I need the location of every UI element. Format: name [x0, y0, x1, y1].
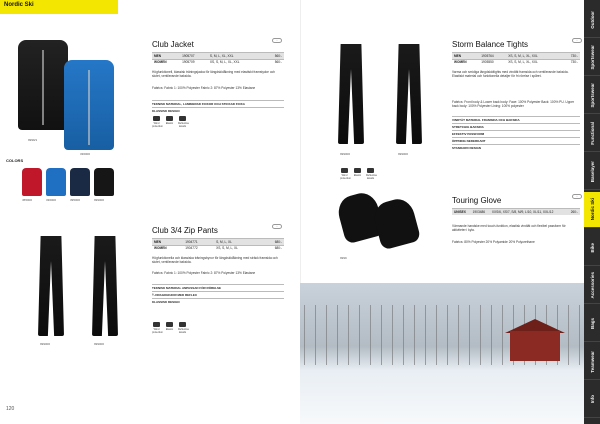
swatch-code: 455000 — [22, 198, 33, 202]
reflective-icon: Reflective details — [178, 116, 187, 128]
product-code: 9999 — [340, 256, 347, 260]
swatch-code: 999000 — [94, 198, 105, 202]
product-fabric: Fabrics: 80% Polyester 20% Polyamide 20% Polyurethane — [452, 240, 535, 244]
feature-icons — [152, 116, 187, 128]
product-description: Högfunktionella och klassiska träningsbyxor för längdskidåkning med sträck framsida och slutet, ventilerande baksida. — [152, 256, 278, 265]
club-jacket-black-photo — [18, 40, 68, 130]
product-code: 336000 — [80, 152, 91, 156]
side-tab-bike[interactable]: Bike — [584, 230, 600, 266]
section-header-label: Nordic Ski — [4, 2, 34, 8]
page-number: 120 — [6, 406, 15, 412]
side-tab-bar — [584, 0, 600, 424]
wind-protection-icon: Wind protection — [340, 168, 349, 180]
side-tab-sportswear-2[interactable]: Sportswear — [584, 78, 600, 114]
club-pants-photo — [38, 236, 64, 336]
reflective-icon: Reflective details — [366, 168, 375, 180]
feature-icons — [152, 322, 187, 334]
color-swatch-red[interactable] — [22, 168, 42, 196]
side-tab-info[interactable]: Info — [584, 382, 600, 418]
product-description: Varma och smidiga längdskidtights med vindtät framsida och ventilerande baksida. Elastiskt material och funktionella detaljer för fri rörelse i spåret. — [452, 70, 569, 79]
product-title: Storm Balance Tights — [452, 40, 529, 49]
section-header — [0, 0, 118, 14]
spec-table: UNISEX 1903486 XXS/6, XS/7, S/8, M/9, L/10, XL/11, XXL/12 260:- — [454, 209, 578, 214]
feature-tags: TEKNISK MATERIAL ANPASSAD FÖR RÖRELSE ¾ DRAGKEDJOR MED REFLEX KLASSISK DESIGN — [152, 284, 284, 305]
product-code: 999000 — [40, 342, 51, 346]
product-code: 999000 — [94, 342, 105, 346]
color-swatch-blue[interactable] — [46, 168, 66, 196]
club-jacket-blue-photo — [64, 60, 114, 150]
swatch-code: 336000 — [46, 198, 57, 202]
side-tab-outdoor[interactable]: Outdoor — [584, 2, 600, 38]
product-title: Touring Glove — [452, 196, 502, 205]
feature-icons — [340, 168, 375, 180]
side-tab-nordic-ski[interactable]: Nordic Ski — [584, 192, 600, 228]
storm-tights-photo — [338, 44, 364, 144]
product-code: 9999/1 — [28, 138, 38, 142]
feature-tags: TEKNISK MATERIAL, LAMINERAD FICKOR OCH STICKAD FICKA KLASSISK DESIGN — [152, 100, 284, 114]
storm-tights-photo — [396, 44, 422, 144]
side-tab-sportswear[interactable]: Sportswear — [584, 40, 600, 76]
elastic-icon: Elastic — [353, 168, 362, 180]
product-title: Club Jacket — [152, 40, 194, 49]
touring-glove-photo — [371, 196, 422, 251]
wind-protection-icon: Wind protection — [152, 322, 161, 334]
nordic-ski-landscape-photo — [300, 283, 584, 424]
product-badge: ○ — [572, 194, 582, 199]
wind-protection-icon: Wind protection — [152, 116, 161, 128]
side-tab-bags[interactable]: Bags — [584, 306, 600, 342]
product-badge: ○ — [572, 38, 582, 43]
product-badge: ○ — [272, 224, 282, 229]
side-tab-functional[interactable]: Functional — [584, 116, 600, 152]
spec-table: MEN 1904771 S, M, L, XL 680:- WOMEN 1904772 XS, S, M, L, XL 680:- — [154, 239, 282, 251]
product-code: 999000 — [398, 152, 409, 156]
product-description: Värmande handske med touch-funktion, elastisk vindtät och flexibel passform för aktiviteter i kyla. — [452, 224, 566, 233]
product-code: 999000 — [340, 152, 351, 156]
side-tab-accessories[interactable]: Accessories — [584, 268, 600, 304]
product-badge: ○ — [272, 38, 282, 43]
elastic-icon: Elastic — [165, 116, 174, 128]
product-fabric: Fabrics: Fabric 1: 100% Polyester Fabric 2: 87% Polyester 13% Elastane — [152, 271, 256, 275]
colors-label: COLORS — [6, 158, 24, 163]
product-fabric: Fabrics: Front body & Lower back body: Face: 100% Polyester Back: 100% PU. Upper back body: 100% Polyester Lining: 100% polyester — [452, 100, 575, 108]
club-pants-photo — [92, 236, 118, 336]
spec-table: MEN 1905707 S, M, L, XL, XXL 560:- WOMEN 1905709 XS, S, M, L, XL, XXL 560:- — [154, 53, 282, 65]
side-tab-baselayer[interactable]: Baselayer — [584, 154, 600, 190]
feature-tags: VINDTÄT MATERIAL FRAMSIDA OCH BAKSIDA STRETCHIG BAKSIDA EFFEKTIV PASSFORM ÖPPNING NEDERKANT STANDARD DESIGN — [452, 116, 580, 151]
color-swatch-navy[interactable] — [70, 168, 90, 196]
red-barn — [510, 331, 560, 361]
elastic-icon: Elastic — [165, 322, 174, 334]
swatch-code: 395000 — [70, 198, 81, 202]
product-title: Club 3/4 Zip Pants — [152, 226, 218, 235]
spec-table: MEN 1905764 XS, S, M, L, XL, XXL 730:- WOMEN 1905550 XS, S, M, L, XL, XXL 730:- — [454, 53, 578, 65]
product-description: Högfunktionell, klassisk träningsjacka för längdskidåkning med elastiskt framstycke och slutet, ventilerande baksida. — [152, 70, 275, 79]
reflective-icon: Reflective details — [178, 322, 187, 334]
color-swatch-black[interactable] — [94, 168, 114, 196]
product-fabric: Fabrics: Fabric 1: 100% Polyester Fabric 2: 87% Polyester 13% Elastane — [152, 86, 256, 90]
side-tab-teamwear[interactable]: Teamwear — [584, 344, 600, 380]
